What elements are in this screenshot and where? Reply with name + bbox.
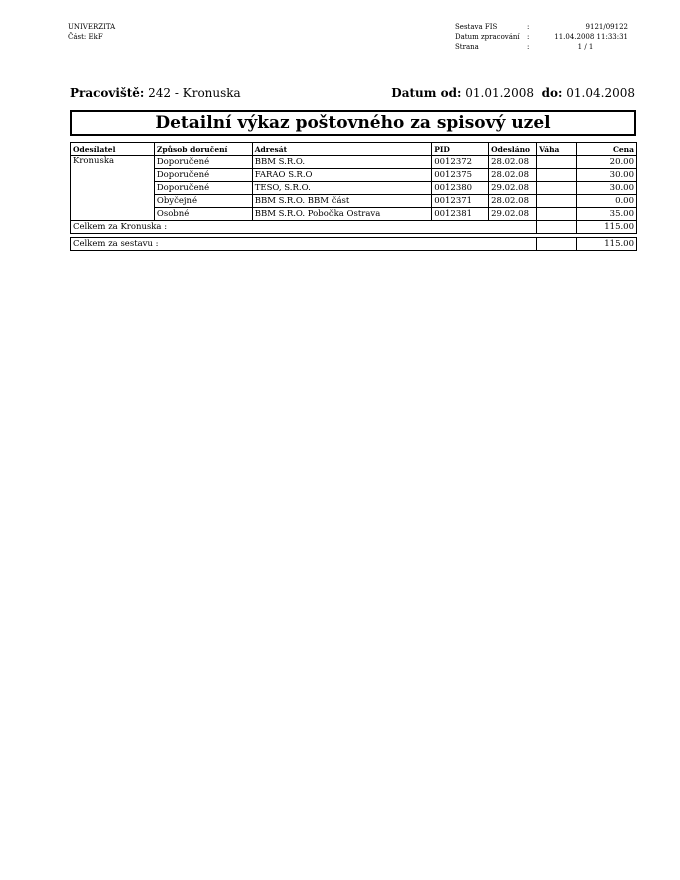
meta-key: Sestava FIS	[455, 23, 498, 31]
meta-row-report-id	[455, 22, 628, 32]
cell-sent: 28.02.08	[489, 195, 537, 208]
org-part: Část: EkF	[68, 33, 103, 41]
col-header-delivery-method: Způsob doručení	[154, 143, 252, 156]
table-row	[71, 169, 637, 182]
cell-recipient: BBM S.R.O. BBM část	[252, 195, 431, 208]
date-range-info	[391, 86, 635, 100]
cell-pid: 0012375	[432, 169, 489, 182]
workplace-value: 242 - Kronuska	[148, 86, 241, 100]
meta-value: 1 / 1	[577, 43, 594, 51]
report-title: Detailní výkaz poštovného za spisový uzel	[70, 110, 636, 136]
col-header-sent: Odesláno	[489, 143, 537, 156]
cell-weight	[537, 169, 577, 182]
cell-method: Obyčejné	[154, 195, 252, 208]
date-to-label: do:	[541, 86, 563, 100]
meta-sep: :	[527, 43, 530, 51]
cell-sent: 29.02.08	[489, 208, 537, 221]
table-row	[71, 208, 637, 221]
cell-method: Doporučené	[154, 182, 252, 195]
date-to-value: 01.04.2008	[566, 86, 635, 100]
col-header-price: Cena	[577, 143, 637, 156]
org-name: UNIVERZITA	[68, 23, 116, 31]
cell-price: 30.00	[577, 169, 637, 182]
postage-table	[70, 142, 637, 251]
cell-pid: 0012372	[432, 156, 489, 169]
meta-value: 11.04.2008 11:33:31	[554, 33, 628, 41]
date-from-label: Datum od:	[391, 86, 462, 100]
cell-recipient: BBM S.R.O. Pobočka Ostrava	[252, 208, 431, 221]
total-weight	[537, 238, 577, 251]
cell-recipient: BBM S.R.O.	[252, 156, 431, 169]
meta-sep: :	[527, 23, 530, 31]
total-label: Celkem za sestavu :	[71, 238, 537, 251]
cell-price: 0.00	[577, 195, 637, 208]
col-header-pid: PID	[432, 143, 489, 156]
cell-method: Doporučené	[154, 156, 252, 169]
cell-weight	[537, 182, 577, 195]
meta-row-page	[455, 42, 628, 52]
table-row	[71, 156, 637, 169]
col-header-weight: Váha	[537, 143, 577, 156]
meta-key: Datum zpracování	[455, 33, 520, 41]
col-header-recipient: Adresát	[252, 143, 431, 156]
workplace-label: Pracoviště:	[70, 86, 145, 100]
cell-sent: 29.02.08	[489, 182, 537, 195]
cell-sent: 28.02.08	[489, 156, 537, 169]
cell-sent: 28.02.08	[489, 169, 537, 182]
cell-weight	[537, 195, 577, 208]
cell-price: 20.00	[577, 156, 637, 169]
total-price: 115.00	[577, 238, 637, 251]
cell-weight	[537, 156, 577, 169]
cell-pid: 0012380	[432, 182, 489, 195]
subtotal-weight	[537, 221, 577, 234]
report-meta	[455, 22, 628, 52]
date-from-value: 01.01.2008	[465, 86, 534, 100]
table-row	[71, 182, 637, 195]
meta-key: Strana	[455, 43, 479, 51]
cell-recipient: TESO, S.R.O.	[252, 182, 431, 195]
total-row	[71, 238, 637, 251]
sender-cell: Kronuska	[71, 156, 155, 221]
cell-pid: 0012371	[432, 195, 489, 208]
cell-weight	[537, 208, 577, 221]
subtotal-price: 115.00	[577, 221, 637, 234]
cell-price: 35.00	[577, 208, 637, 221]
subtotal-label: Celkem za Kronuska :	[71, 221, 537, 234]
cell-pid: 0012381	[432, 208, 489, 221]
table-row	[71, 195, 637, 208]
cell-method: Osobné	[154, 208, 252, 221]
workplace-info	[70, 86, 241, 100]
cell-price: 30.00	[577, 182, 637, 195]
report-header-left	[68, 22, 115, 42]
table-header-row	[71, 143, 637, 156]
meta-row-processing-date	[455, 32, 628, 42]
col-header-sender: Odesílatel	[71, 143, 155, 156]
meta-value: 9121/09122	[585, 23, 628, 31]
meta-sep: :	[527, 33, 530, 41]
cell-method: Doporučené	[154, 169, 252, 182]
subtotal-row	[71, 221, 637, 234]
cell-recipient: FARAO S.R.O	[252, 169, 431, 182]
